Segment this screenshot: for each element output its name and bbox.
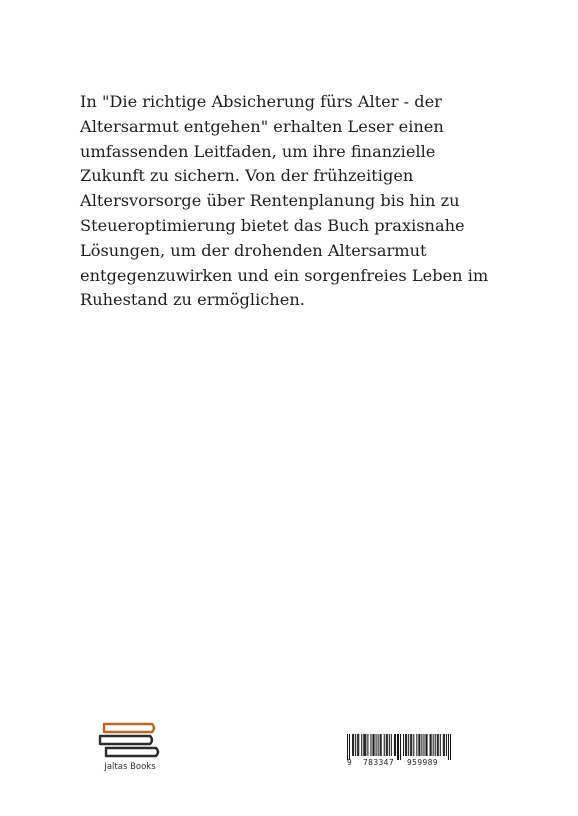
barcode-bar [437,734,438,756]
barcode-bar [413,734,414,756]
barcode-bar [347,734,348,760]
publisher-name: Jaltas Books [104,762,156,772]
barcode-bar [355,734,356,756]
barcode-bar [440,734,441,756]
barcode-bar [358,734,359,756]
barcode-bar [353,734,354,756]
barcode-bar [411,734,412,756]
barcode-bar [384,734,385,756]
barcode-bar [423,734,424,756]
barcode-lead-digit: 9 [347,758,352,767]
barcode-bar [410,734,411,756]
barcode-bar [365,734,366,756]
barcode-bar [394,734,395,756]
barcode-bar [400,734,401,760]
stacked-books-icon [94,712,166,762]
barcode-bar [352,734,353,756]
barcode-bar [419,734,420,756]
barcode-bar [430,734,431,756]
barcode-bar [438,734,439,756]
barcode-bar [380,734,381,756]
blurb-line: Altersvorsorge über Rentenplanung bis hin zu [80,191,460,211]
barcode-bar [433,734,434,756]
barcode-bar [361,734,362,756]
barcode-bar [349,734,350,760]
barcode-bar [370,734,371,756]
barcode-bar [395,734,396,756]
blurb-line: Ruhestand zu ermöglichen. [80,290,305,310]
barcode-bar [446,734,447,756]
barcode-right-digits: 959989 [407,758,439,767]
blurb-line: umfassenden Leitfaden, um ihre finanzielle [80,141,436,161]
barcode-bar [416,734,417,756]
blurb-line: Steueroptimierung bietet das Buch praxisnahe [80,215,465,235]
barcode-bar [372,734,373,756]
barcode-bar [406,734,407,756]
barcode-bar [405,734,406,756]
barcode-bar [367,734,368,756]
blurb-line: Lösungen, um der drohenden Altersarmut [80,240,427,260]
barcode-bar [374,734,375,756]
blurb-line: Zukunft zu sichern. Von der frühzeitigen [80,166,414,186]
barcode-bar [363,734,364,756]
barcode-bar [364,734,365,756]
barcode-bar [443,734,444,756]
blurb-line: Altersarmut entgehen" erhalten Leser einen [80,116,444,136]
barcode-bar [450,734,451,760]
isbn-barcode [347,734,451,770]
blurb-line: In "Die richtige Absicherung fürs Alter - der [80,92,442,111]
barcode-bar [427,734,428,756]
barcode-bar [418,734,419,756]
blurb-line: entgegenzuwirken und ein sorgenfreies Leben im [80,265,489,285]
barcode-bar [376,734,377,756]
barcode-bar [444,734,445,756]
barcode-bars [347,734,451,760]
barcode-bar [398,734,399,760]
barcode-bar [357,734,358,756]
barcode-bar [389,734,390,756]
barcode-bar [397,734,398,760]
barcode-bar [378,734,379,756]
back-cover-blurb [80,90,489,313]
barcode-bar [431,734,432,756]
barcode-bar [408,734,409,756]
barcode-bar [426,734,427,756]
barcode-bar [391,734,392,756]
barcode-bar [448,734,449,760]
barcode-bar [381,734,382,756]
barcode-bar [386,734,387,756]
barcode-bar [403,734,404,756]
barcode-bar [435,734,436,756]
publisher-logo-block [90,712,170,780]
barcode-bar [387,734,388,756]
barcode-left-digits: 783347 [363,758,395,767]
barcode-bar [421,734,422,756]
